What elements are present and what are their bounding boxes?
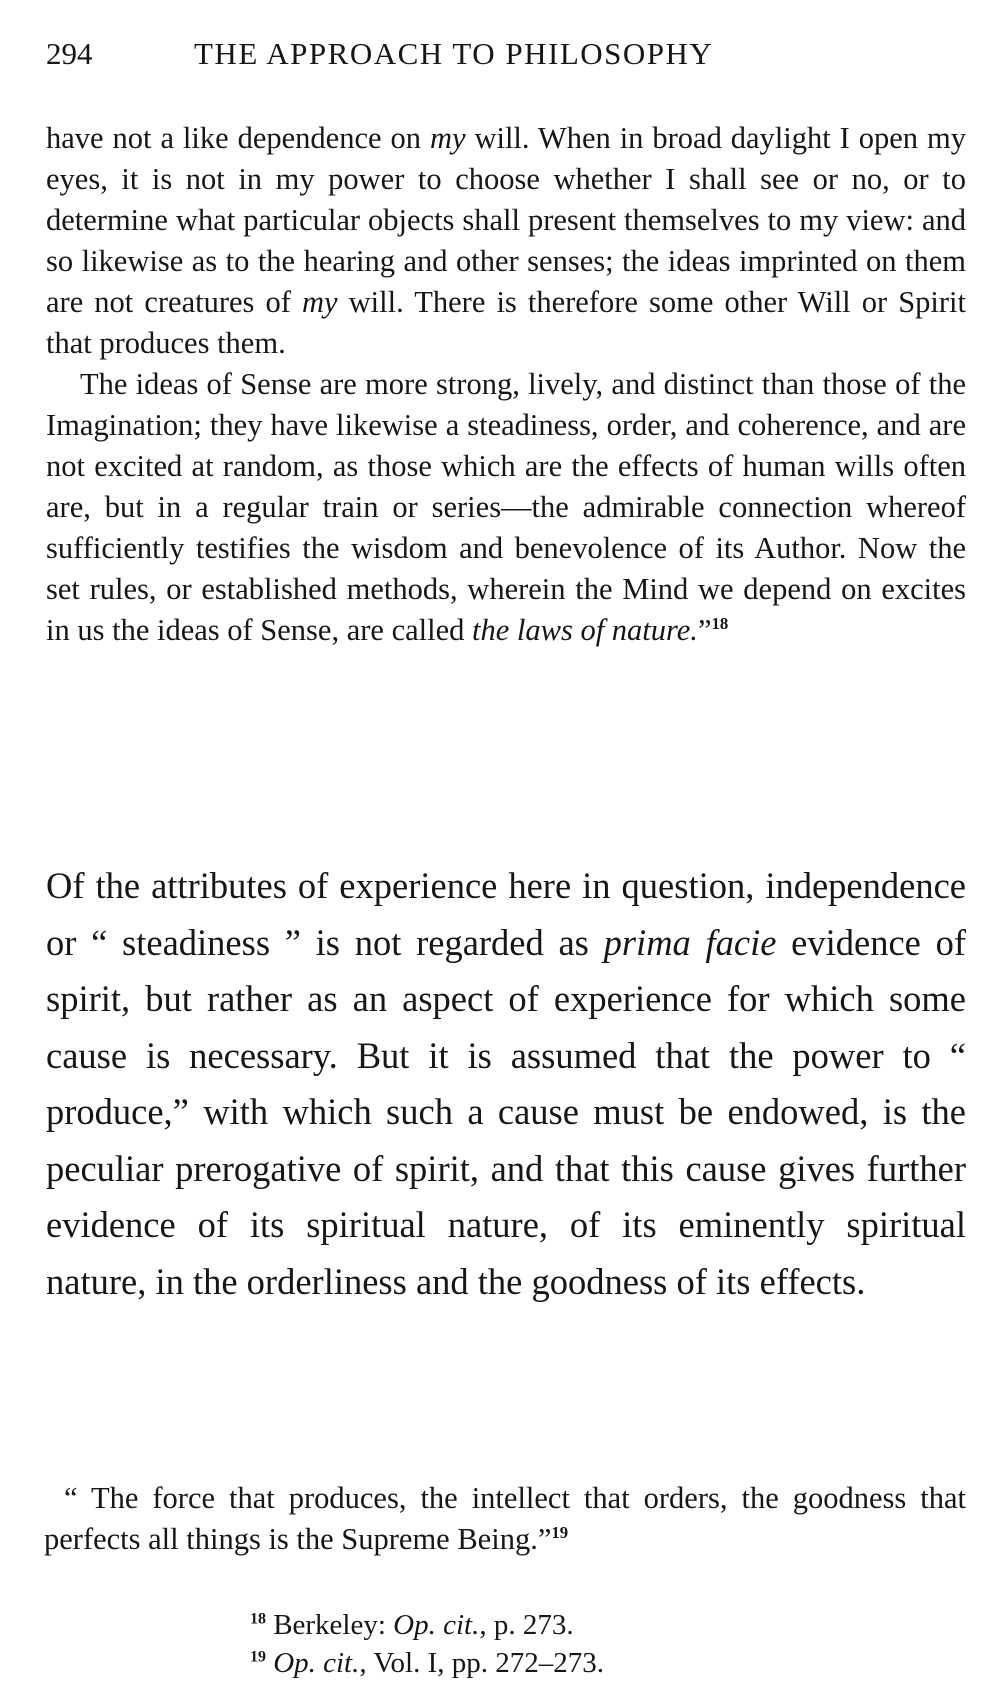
emphasis-my: my: [429, 121, 466, 155]
quote-paragraph-2: The ideas of Sense are more strong, lively, and distinct than those of the Imagination; they have likewise a steadiness, order, and coherence, and are not excited at random, as those which are the effects of human wills often are, but in a regular train or series—the admirable connection whereof sufficiently testifies the wisdom and benevolence of its Author. Now the set rules, or established methods, wherein the Mind we depend on excites in us the ideas of Sense, are called the laws of nature.”$^{18}$: [46, 367, 966, 647]
main-paragraph: Of the attributes of experience here in question, independence or “ steadiness ” is not regarded as prima facie evidence of spirit, but rather as an aspect of experience for which some cause is necessary. But it is assumed that the power to “ produce,” with which such a cause must be endowed, is the peculiar prerogative of spirit, and that this cause gives further evidence of its spiritual nature, of its eminently spiritual nature, in the orderliness and the goodness of its effects.: [46, 865, 966, 1302]
footnote-18: $^{18}$ Berkeley: Op. cit., p. 273.: [250, 1609, 574, 1641]
footnote-number: 19: [250, 1648, 266, 1666]
page-number: 294: [46, 36, 93, 71]
quote-paragraph-1: have not a like dependence on my will. When in broad daylight I open my eyes, it is not in my power to choose whether I shall see or no, or to determine what particular objects shall present themselves to my view: and so likewise as to the hearing and other senses; the ideas imprinted on them are not creatures of my will. There is therefore some other Will or Spirit that produces them.: [46, 121, 967, 360]
berkeley-block-quote: [46, 118, 966, 651]
footnote-ref-18[interactable]: 18: [711, 614, 729, 634]
running-title: THE APPROACH TO PHILOSOPHY: [194, 36, 714, 71]
supreme-being-quote: “ The force that produces, the intellect that orders, the goodness that perfects all things is the Supreme Being.”$^{19}$: [44, 1481, 966, 1556]
footnote-number: 18: [250, 1610, 266, 1628]
footnote-19: $^{19}$ Op. cit., Vol. I, pp. 272–273.: [250, 1647, 605, 1679]
emphasis-my: my: [302, 285, 338, 319]
footnotes: [250, 1606, 604, 1682]
emphasis-prima-facie: prima facie: [603, 921, 777, 963]
footnote-ref-19[interactable]: 19: [551, 1523, 569, 1543]
emphasis-laws-of-nature: the laws of nature.: [472, 613, 698, 647]
